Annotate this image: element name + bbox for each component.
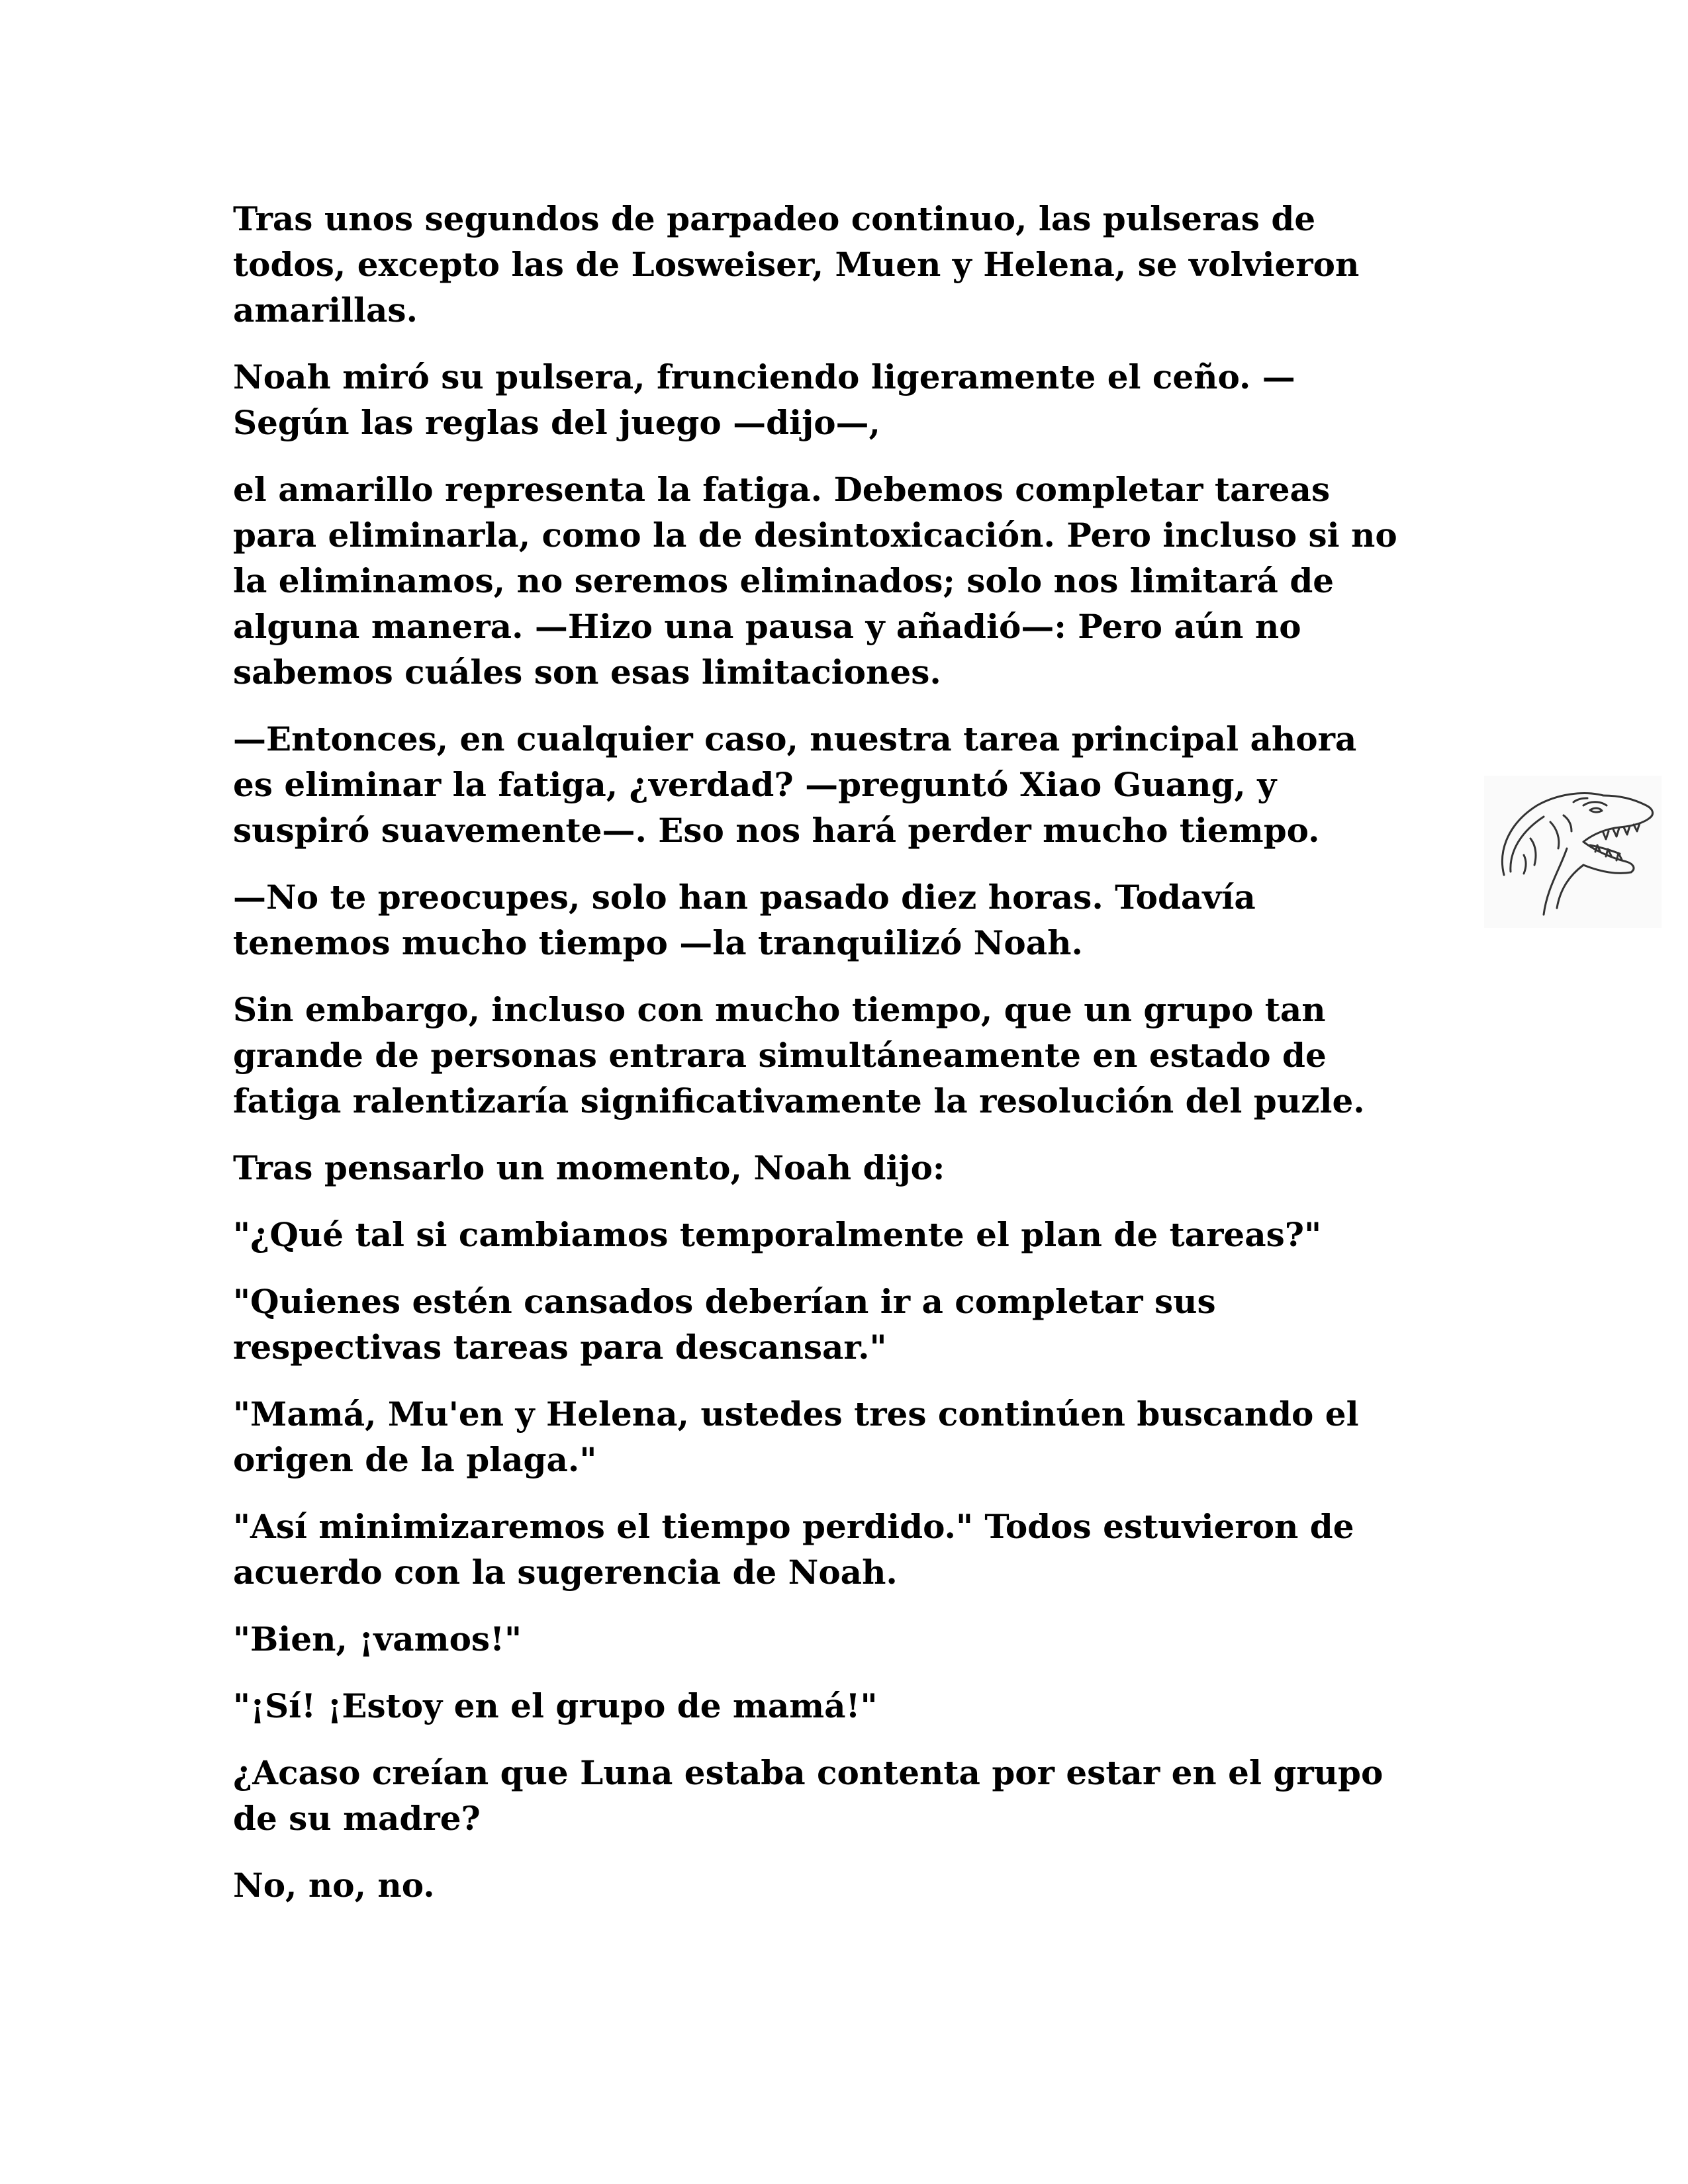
paragraph-1: Tras unos segundos de parpadeo continuo, las pulseras de todos, excepto las de Losweiser, Muen y Helena, se volvieron amarillas. — [233, 199, 1360, 330]
paragraph-9: "Quienes estén cansados deberían ir a completar sus respectivas tareas para descansar." — [233, 1282, 1216, 1367]
paragraph-5: —No te preocupes, solo han pasado diez horas. Todavía tenemos mucho tiempo —la tranquilizó Noah. — [233, 878, 1256, 962]
paragraph-14: ¿Acaso creían que Luna estaba contenta por estar en el grupo de su madre? — [233, 1753, 1383, 1838]
paragraph-15: No, no, no. — [233, 1866, 435, 1905]
body-text — [233, 196, 1464, 1929]
paragraph-11: "Así minimizaremos el tiempo perdido." Todos estuvieron de acuerdo con la sugerencia de Noah. — [233, 1507, 1354, 1592]
paragraph-7: Tras pensarlo un momento, Noah dijo: — [233, 1148, 945, 1187]
paragraph-6: Sin embargo, incluso con mucho tiempo, que un grupo tan grande de personas entrara simultáneamente en estado de fatiga ralentizaría significativamente la resolución del puzle. — [233, 990, 1365, 1120]
paragraph-8: "¿Qué tal si cambiamos temporalmente el plan de tareas?" — [233, 1215, 1322, 1254]
paragraph-3: el amarillo representa la fatiga. Debemos completar tareas para eliminarla, como la de desintoxicación. Pero incluso si no la eliminamos, no seremos eliminados; solo nos limitará de alguna manera. —Hizo una pausa y añadió—: Pero aún no sabemos cuáles son esas limitaciones. — [233, 470, 1397, 692]
paragraph-4: —Entonces, en cualquier caso, nuestra tarea principal ahora es eliminar la fatiga, ¿verdad? —preguntó Xiao Guang, y suspiró suavemente—. Eso nos hará perder mucho tiempo. — [233, 719, 1357, 850]
paragraph-10: "Mamá, Mu'en y Helena, ustedes tres continúen buscando el origen de la plaga." — [233, 1394, 1359, 1479]
dinosaur-head-sketch-icon — [1484, 776, 1662, 928]
paragraph-2: Noah miró su pulsera, frunciendo ligeramente el ceño. — Según las reglas del juego —dijo—, — [233, 357, 1295, 442]
paragraph-13: "¡Sí! ¡Estoy en el grupo de mamá!" — [233, 1686, 878, 1725]
paragraph-12: "Bien, ¡vamos!" — [233, 1619, 522, 1659]
